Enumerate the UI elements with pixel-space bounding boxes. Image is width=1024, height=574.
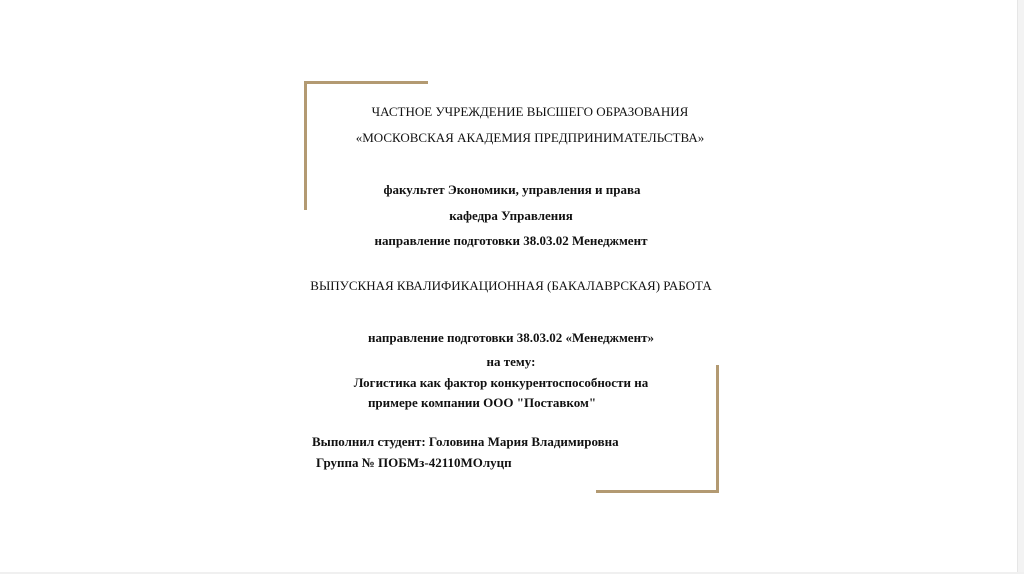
institution-line-1: ЧАСТНОЕ УЧРЕЖДЕНИЕ ВЫСШЕГО ОБРАЗОВАНИЯ bbox=[371, 104, 689, 119]
direction-line: направление подготовки 38.03.02 Менеджмент bbox=[374, 233, 648, 248]
topic-label: на тему: bbox=[486, 354, 536, 369]
direction-quoted-line: направление подготовки 38.03.02 «Менеджмент» bbox=[368, 330, 654, 345]
bottom-right-bracket-horizontal bbox=[596, 490, 719, 493]
top-left-bracket-vertical bbox=[304, 81, 307, 210]
topic-line-2: примере компании ООО "Поставком" bbox=[367, 395, 597, 410]
department-line: кафедра Управления bbox=[449, 208, 573, 223]
work-title: ВЫПУСКНАЯ КВАЛИФИКАЦИОННАЯ (БАКАЛАВРСКАЯ) РАБОТА bbox=[310, 278, 712, 293]
top-left-bracket-horizontal bbox=[304, 81, 428, 84]
student-line: Выполнил студент: Головина Мария Владимировна bbox=[312, 434, 619, 449]
institution-line-2: «МОСКОВСКАЯ АКАДЕМИЯ ПРЕДПРИНИМАТЕЛЬСТВА» bbox=[355, 130, 705, 145]
bottom-right-bracket-vertical bbox=[716, 365, 719, 493]
topic-line-1: Логистика как фактор конкурентоспособности на bbox=[353, 375, 649, 390]
slide-edge-right bbox=[1017, 0, 1024, 574]
faculty-line: факультет Экономики, управления и права bbox=[383, 182, 641, 197]
group-line: Группа № ПОБМз-42110МОлуцп bbox=[316, 455, 512, 470]
